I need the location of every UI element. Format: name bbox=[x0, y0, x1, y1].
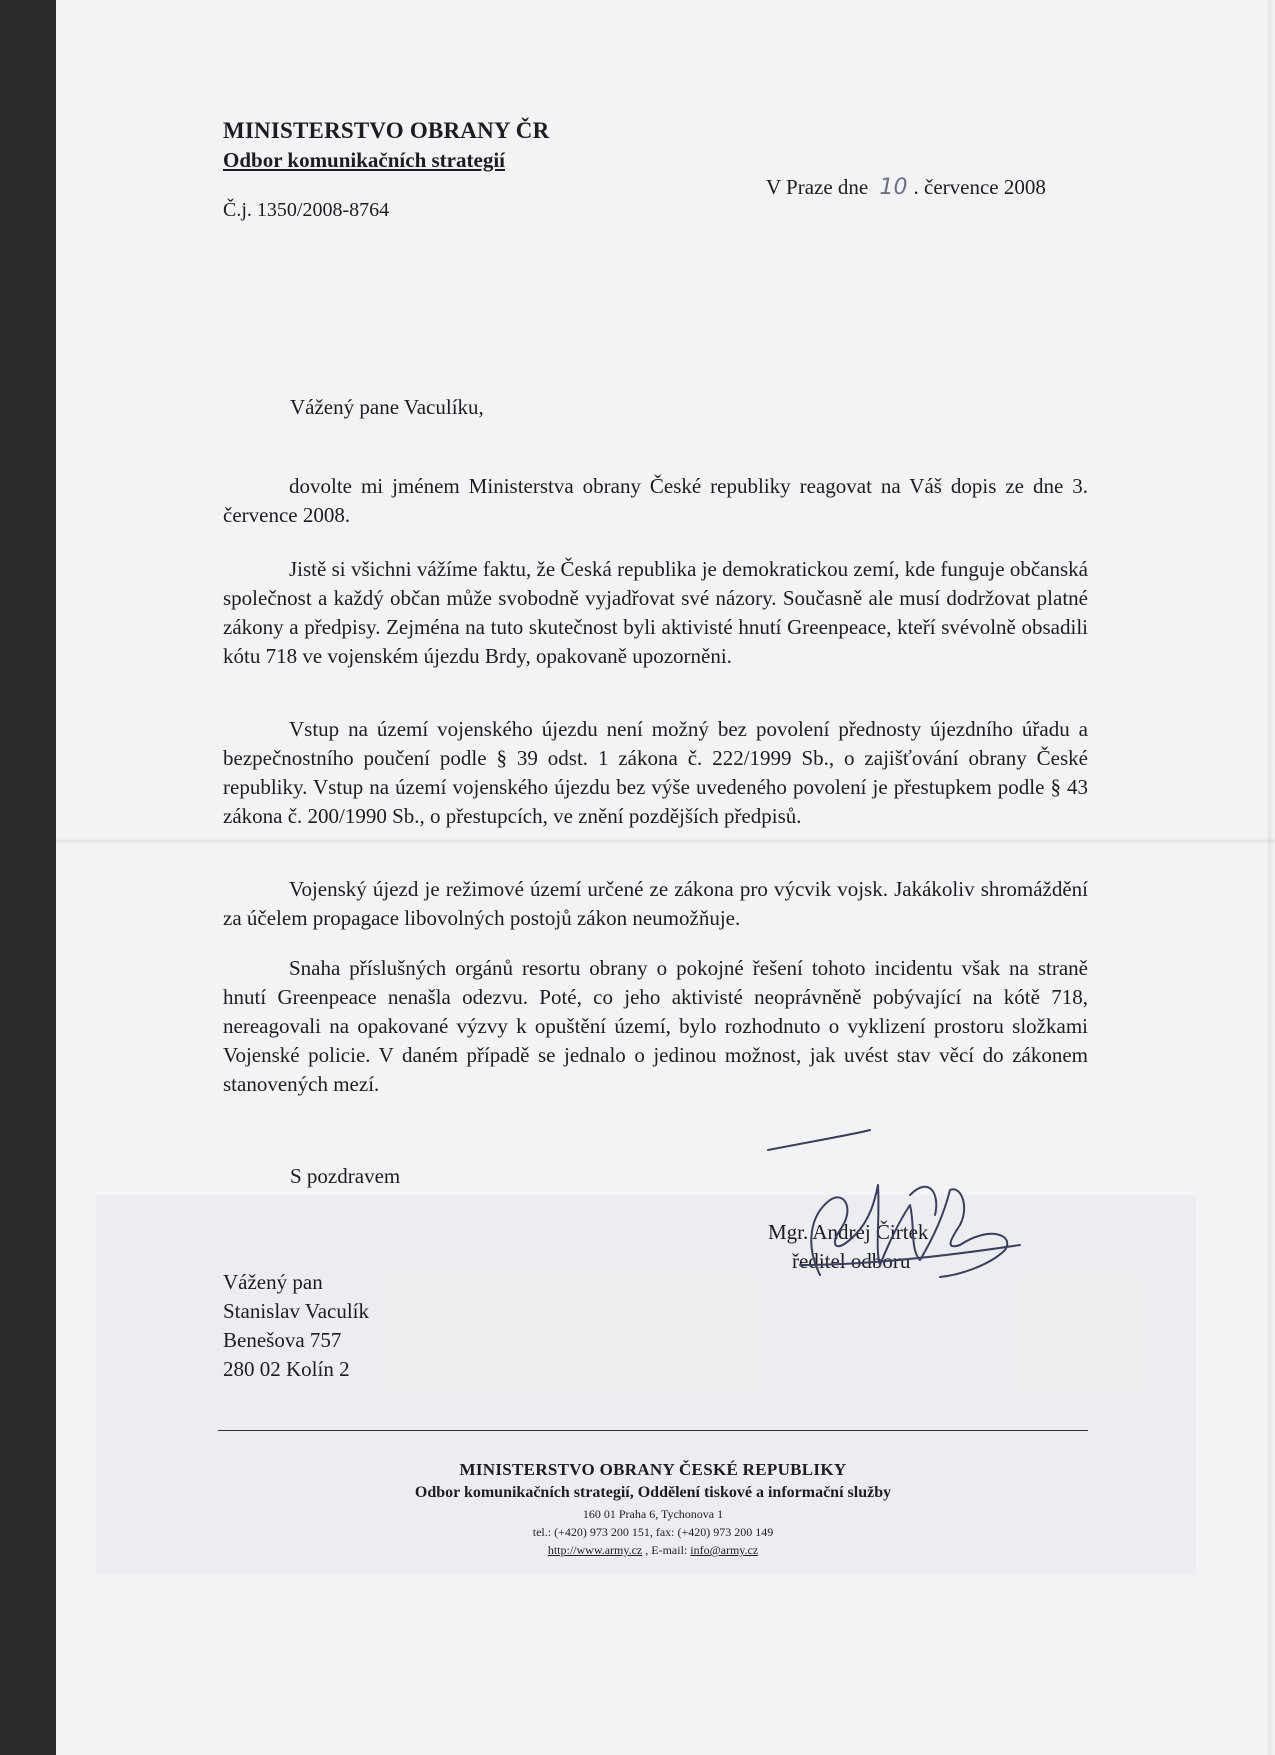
closing-phrase: S pozdravem bbox=[290, 1164, 401, 1188]
email-link[interactable]: info@army.cz bbox=[690, 1543, 759, 1557]
footer-phone: tel.: (+420) 973 200 151, fax: (+420) 973 200 149 bbox=[532, 1525, 774, 1539]
date-suffix: . července 2008 bbox=[913, 175, 1046, 199]
footer-organization: MINISTERSTVO OBRANY ČESKÉ REPUBLIKY bbox=[459, 1460, 847, 1479]
footer-contacts bbox=[218, 1543, 1088, 1558]
paragraph-2: Jistě si všichni vážíme faktu, že Česká republika je demokratickou zemí, kde funguje občanská společnost a každý občan může svobodně vyjadřovat své názory. Současně ale musí dodržovat platné zákony a předpisy. Zejména na tuto skutečnost byli aktivisté hnutí Greenpeace, kteří svévolně obsadili kótu 718 ve vojenském újezdu Brdy, opakovaně upozorněni. bbox=[223, 557, 1088, 668]
paragraph-5: Snaha příslušných orgánů resortu obrany o pokojné řešení tohoto incidentu však na straně hnutí Greenpeace nenašla odezvu. Poté, co jeho aktivisté neoprávněně pobývající na kótě 718, nereagovali na opakované výzvy k opuštění území, bylo rozhodnuto o vyklizení prostoru složkami Vojenské policie. V daném případě se jednalo o jedinou možnost, jak uvést stav věcí do zákonem stanovených mezí. bbox=[223, 956, 1088, 1096]
reference-number: Č.j. 1350/2008-8764 bbox=[223, 199, 390, 221]
footer-address: 160 01 Praha 6, Tychonova 1 bbox=[582, 1507, 724, 1521]
recipient-line: Stanislav Vaculík bbox=[223, 1299, 370, 1323]
ministry-heading: MINISTERSTVO OBRANY ČR bbox=[223, 118, 550, 143]
recipient-line: Vážený pan bbox=[223, 1270, 323, 1294]
email-label: , E-mail: bbox=[645, 1543, 688, 1557]
signatory-role: ředitel odboru bbox=[792, 1249, 911, 1273]
footer-divider bbox=[218, 1430, 1088, 1431]
paper-fold-horizontal bbox=[56, 838, 1275, 844]
signatory-name: Mgr. Andrej Čirtek bbox=[768, 1220, 929, 1244]
recipient-address bbox=[223, 1268, 369, 1384]
footer-department: Odbor komunikačních strategií, Oddělení tiskové a informační služby bbox=[414, 1484, 892, 1501]
recipient-line: Benešova 757 bbox=[223, 1328, 342, 1352]
handwritten-signature bbox=[760, 1125, 1040, 1305]
department-heading: Odbor komunikačních strategií bbox=[223, 148, 505, 172]
letter-date bbox=[766, 175, 1046, 200]
salutation: Vážený pane Vaculíku, bbox=[290, 395, 484, 419]
paragraph-4: Vojenský újezd je režimové území určené ze zákona pro výcvik vojsk. Jakákoliv shromáždění za účelem propagace libovolných postojů zákon neumožňuje. bbox=[223, 877, 1088, 930]
date-prefix: V Praze dne bbox=[766, 175, 869, 199]
paragraph-1: dovolte mi jménem Ministerstva obrany České republiky reagovat na Váš dopis ze dne 3. července 2008. bbox=[223, 474, 1088, 527]
handwritten-day: 10 bbox=[879, 175, 908, 200]
recipient-line: 280 02 Kolín 2 bbox=[223, 1357, 350, 1381]
website-link[interactable]: http://www.army.cz bbox=[547, 1543, 643, 1557]
paragraph-3: Vstup na území vojenského újezdu není možný bez povolení přednosty újezdního úřadu a bezpečnostního poučení podle § 39 odst. 1 zákona č. 222/1999 Sb., o zajišťování obrany České republiky. Vstup na území vojenského újezdu bez výše uvedeného povolení je přestupkem podle § 43 zákona č. 200/1990 Sb., o přestupcích, ve znění pozdějších předpisů. bbox=[223, 717, 1088, 828]
paper-fold-vertical bbox=[1266, 0, 1274, 1755]
